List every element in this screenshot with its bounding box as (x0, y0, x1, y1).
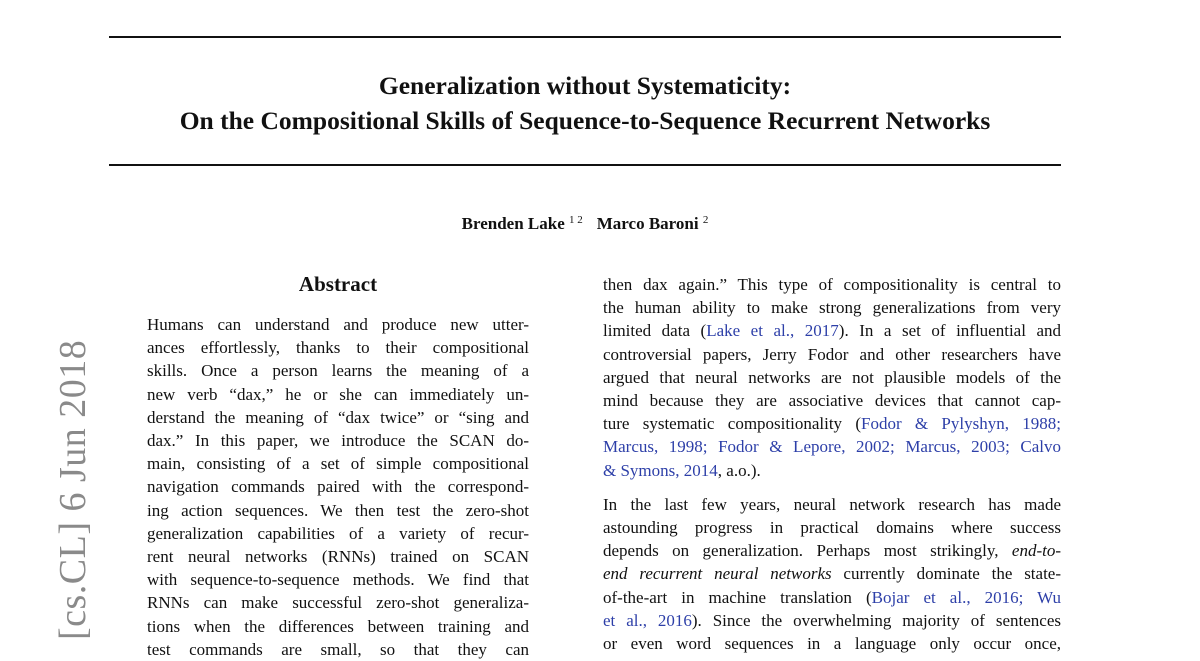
abstract-line: main, consisting of a set of simple compositional (147, 454, 529, 474)
author-affiliation: 1 2 (569, 214, 583, 226)
body-line: controversial papers, Jerry Fodor and other researchers have (603, 344, 1061, 364)
title-line-2: On the Compositional Skills of Sequence-to-Sequence Recurrent Networks (179, 106, 991, 135)
abstract-line: navigation commands paired with the correspond- (147, 477, 529, 497)
paper-title (109, 68, 1061, 138)
abstract-line: ing action sequences. We then test the zero-shot (147, 500, 529, 520)
body-line: or even word sequences in a language only occur once, (603, 634, 1061, 654)
citation-link[interactable]: Marcus, 2003 (905, 437, 1006, 457)
citation-link[interactable]: Fodor & Pylyshyn, 1988 (861, 414, 1057, 434)
abstract-line: dax.” In this paper, we introduce the SCAN do- (147, 431, 529, 451)
intro-paragraph-1 (603, 273, 1061, 482)
abstract-line: with sequence-to-sequence methods. We find that (147, 570, 529, 590)
title-top-rule (109, 36, 1061, 38)
citation-link[interactable]: Fodor & Lepore, 2002 (718, 437, 891, 457)
title-bottom-rule (109, 164, 1061, 166)
emphasis-text: end recurrent neural networks (603, 564, 832, 584)
arxiv-stamp: [cs.CL] 6 Jun 2018 (52, 339, 94, 640)
citation-link[interactable]: et al., 2016 (603, 610, 692, 630)
abstract-line: skills. Once a person learns the meaning of a (147, 361, 529, 381)
emphasis-text: end-to- (1011, 541, 1061, 561)
citation-link[interactable]: Calvo (1020, 437, 1062, 457)
author-list (109, 208, 1061, 236)
abstract-line: Humans can understand and produce new utter- (147, 315, 529, 334)
citation-link[interactable]: Bojar et al., 2016 (871, 587, 1019, 607)
abstract-line: ances effortlessly, thanks to their compositional (147, 338, 529, 358)
body-line: & Symons, 2014, a.o.). (603, 460, 761, 480)
body-line: et al., 2016). Since the overwhelming majority of sentences (603, 610, 1061, 630)
body-line: astounding progress in practical domains where success (603, 518, 1061, 538)
author-name: Brenden Lake (461, 214, 565, 233)
body-line: depends on generalization. Perhaps most strikingly, end-to- (603, 541, 1061, 561)
citation-link[interactable]: & Symons, 2014 (603, 460, 718, 480)
abstract-line: test commands are small, so that they can (147, 639, 529, 659)
abstract-line: derstand the meaning of “dax twice” or “sing and (147, 407, 529, 427)
abstract-line: tions when the differences between training and (147, 616, 529, 636)
author-name: Marco Baroni (596, 214, 699, 233)
body-line: of-the-art in machine translation (Bojar et al., 2016; Wu (603, 587, 1061, 607)
abstract-heading: Abstract (298, 272, 378, 296)
body-line: ture systematic compositionality (Fodor & Pylyshyn, 1988; (603, 414, 1061, 434)
citation-link[interactable]: Marcus, 1998 (603, 437, 703, 457)
body-line: mind because they are associative devices that cannot cap- (603, 391, 1061, 411)
body-line: argued that neural networks are not plausible models of the (603, 367, 1061, 387)
body-line: In the last few years, neural network research has made (603, 494, 1061, 514)
body-line: end recurrent neural networks currently dominate the state- (603, 564, 1062, 584)
abstract-line: generalization capabilities of a variety of recur- (147, 523, 529, 543)
body-line: then dax again.” This type of compositionality is central to (603, 275, 1061, 294)
author-affiliation: 2 (702, 214, 709, 226)
body-line: limited data (Lake et al., 2017). In a set of influential and (603, 321, 1062, 341)
abstract-line: new verb “dax,” he or she can immediately un- (147, 384, 529, 404)
title-line-1: Generalization without Systematicity: (378, 71, 792, 100)
intro-body (603, 273, 1061, 655)
abstract-line: rent neural networks (RNNs) trained on SCAN (147, 547, 529, 567)
citation-link[interactable]: Lake et al., 2017 (706, 321, 839, 341)
abstract-body (147, 313, 529, 661)
abstract-line: RNNs can make successful zero-shot generaliza- (147, 593, 529, 613)
citation-link[interactable]: Wu (1037, 587, 1061, 607)
body-line: Marcus, 1998; Fodor & Lepore, 2002; Marcus, 2003; Calvo (603, 437, 1062, 457)
intro-paragraph-2 (603, 493, 1061, 655)
body-line: the human ability to make strong generalizations from very (603, 298, 1061, 318)
